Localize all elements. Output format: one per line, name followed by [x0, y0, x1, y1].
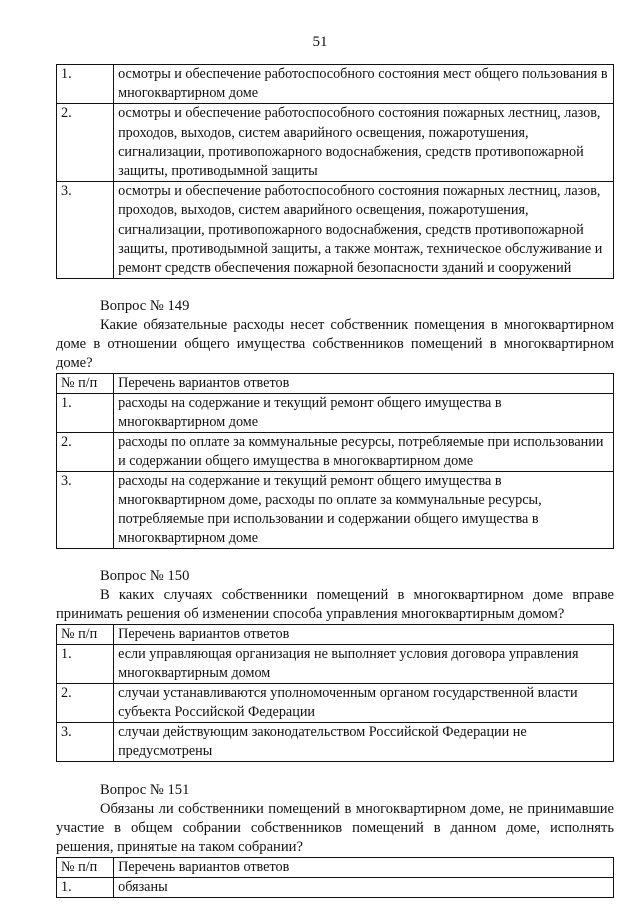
- question-text: В каких случаях собственники помещений в многоквартирном доме вправе принимать решения об изменении способа управления многоквартирным домом?: [56, 587, 614, 623]
- answer-text: расходы на содержание и текущий ремонт общего имущества в многоквартирном доме, расходы по оплате за коммунальные ресурсы, потребляемые при использовании и содержании общего имущества в многоквартирном доме: [114, 472, 614, 549]
- question-150: [56, 567, 614, 624]
- answer-number: 3.: [57, 472, 114, 549]
- answer-text: если управляющая организация не выполняет условия договора управления многоквартирным домом: [114, 645, 614, 684]
- header-number: № п/п: [57, 374, 114, 394]
- answer-text: осмотры и обеспечение работоспособного состояния пожарных лестниц, лазов, проходов, выходов, систем аварийного освещения, пожаротушения, сигнализации, противопожарного водоснабжения, средств противопожарной защиты, противодымной защиты, а также монтаж, техническое обслуживание и ремонт средств обеспечения пожарной безопасности зданий и сооружений: [114, 182, 614, 279]
- header-text: Перечень вариантов ответов: [114, 858, 614, 878]
- question-text: Какие обязательные расходы несет собственник помещения в многоквартирном доме в отношении общего имущества собственников помещений в многоквартирном доме?: [56, 317, 614, 372]
- table-row: [57, 104, 614, 182]
- answer-text: осмотры и обеспечение работоспособного состояния пожарных лестниц, лазов, проходов, выходов, систем аварийного освещения, пожаротушения, сигнализации, противопожарного водоснабжения, средств противопожарной защиты, противодымной защиты: [114, 104, 614, 182]
- table-header-row: [57, 374, 614, 394]
- answer-text: случаи действующим законодательством Российской Федерации не предусмотрены: [114, 723, 614, 762]
- answer-number: 3.: [57, 723, 114, 762]
- header-text: Перечень вариантов ответов: [114, 625, 614, 645]
- answer-number: 2.: [57, 104, 114, 182]
- answer-text: расходы по оплате за коммунальные ресурсы, потребляемые при использовании и содержании общего имущества в многоквартирном доме: [114, 433, 614, 472]
- table-row: [57, 472, 614, 549]
- header-text: Перечень вариантов ответов: [114, 374, 614, 394]
- header-number: № п/п: [57, 858, 114, 878]
- table-row: [57, 65, 614, 104]
- answer-number: 1.: [57, 65, 114, 104]
- question-title: Вопрос № 149: [100, 298, 190, 315]
- table-header-row: [57, 858, 614, 878]
- answer-text: случаи устанавливаются уполномоченным органом государственной власти субъекта Российской Федерации: [114, 684, 614, 723]
- answer-number: 1.: [57, 878, 114, 898]
- answer-text: расходы на содержание и текущий ремонт общего имущества в многоквартирном доме: [114, 394, 614, 433]
- table-row: [57, 723, 614, 762]
- table-row: [57, 394, 614, 433]
- answer-text: обязаны: [114, 878, 614, 898]
- document-page: [56, 64, 614, 898]
- answer-text: осмотры и обеспечение работоспособного состояния мест общего пользования в многоквартирном доме: [114, 65, 614, 104]
- table-row: [57, 645, 614, 684]
- answer-number: 1.: [57, 394, 114, 433]
- answers-table-149: [56, 373, 614, 549]
- table-row: [57, 182, 614, 279]
- table-row: [57, 433, 614, 472]
- header-number: № п/п: [57, 625, 114, 645]
- answers-table-151: [56, 857, 614, 898]
- answer-number: 1.: [57, 645, 114, 684]
- table-header-row: [57, 625, 614, 645]
- question-text: Обязаны ли собственники помещений в многоквартирном доме, не принимавшие участие в общем собрании собственников помещений в данном доме, исполнять решения, принятые на таком собрании?: [56, 801, 614, 856]
- question-151: [56, 781, 614, 857]
- answers-table-150: [56, 624, 614, 762]
- table-row: [57, 878, 614, 898]
- answer-number: 3.: [57, 182, 114, 279]
- answers-table-148: [56, 64, 614, 279]
- question-title: Вопрос № 151: [100, 782, 190, 799]
- question-149: [56, 297, 614, 373]
- answer-number: 2.: [57, 433, 114, 472]
- answer-number: 2.: [57, 684, 114, 723]
- page-number: 51: [312, 34, 328, 50]
- question-title: Вопрос № 150: [100, 568, 190, 585]
- table-row: [57, 684, 614, 723]
